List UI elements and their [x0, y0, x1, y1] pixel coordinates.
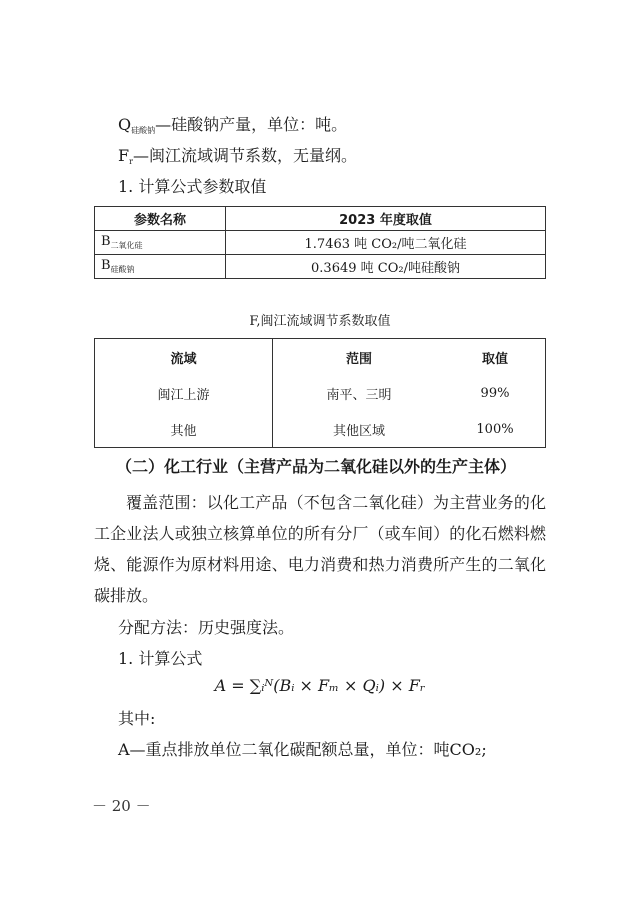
page-number: － 20 － [92, 797, 151, 815]
allocation-method: 分配方法：历史强度法。 [118, 618, 295, 637]
q-subscript: 硅酸钠 [131, 126, 156, 135]
param-symbol: B [101, 234, 111, 249]
fr-subscript: r [129, 157, 133, 166]
fr-table-header [95, 339, 546, 376]
fr-symbol: F [118, 146, 130, 165]
header-basin: 流域 [95, 339, 273, 376]
param-subscript: 硅酸钠 [110, 265, 135, 274]
scope-cell: 南平、三明 [273, 375, 446, 411]
definition-fr [118, 145, 357, 173]
section-heading-params: 1. 计算公式参数取值 [118, 177, 267, 196]
parameter-table-header [95, 207, 546, 231]
param-symbol: B [101, 258, 111, 273]
definition-q [118, 114, 347, 142]
param-subscript: 二氧化硅 [110, 241, 143, 250]
formula-heading: 1. 计算公式 [118, 649, 203, 668]
table-row [95, 231, 546, 255]
where-label: 其中: [118, 709, 156, 728]
header-value: 取值 [445, 339, 546, 376]
fr-table-caption: F,闽江流域调节系数取值 [249, 314, 391, 329]
table-row [95, 411, 546, 448]
scope-cell: 其他区域 [273, 411, 446, 448]
value-cell: 99% [445, 375, 546, 411]
fr-coefficient-table [94, 338, 546, 448]
header-param-name: 参数名称 [95, 207, 226, 231]
basin-cell: 其他 [95, 411, 273, 448]
fr-definition-text: —闽江流域调节系数，无量纲。 [132, 146, 357, 165]
table-row [95, 375, 546, 411]
q-symbol: Q [118, 115, 132, 134]
param-value-cell: 1.7463 吨 CO₂/吨二氧化硅 [226, 231, 546, 255]
q-definition-text: —硅酸钠产量，单位：吨。 [155, 115, 348, 134]
section-title-chemical-industry: （二）化工行业（主营产品为二氧化硅以外的生产主体） [116, 457, 517, 476]
header-2023-value: 2023 年度取值 [226, 207, 546, 231]
parameter-table [94, 206, 546, 279]
allocation-formula: A = ∑ᵢᴺ(Bᵢ × Fₘ × Qᵢ) × Fᵣ [214, 676, 426, 695]
table-row [95, 255, 546, 279]
basin-cell: 闽江上游 [95, 375, 273, 411]
param-name-cell [95, 255, 226, 279]
value-cell: 100% [445, 411, 546, 448]
param-value-cell: 0.3649 吨 CO₂/吨硅酸钠 [226, 255, 546, 279]
coverage-paragraph: 覆盖范围：以化工产品（不包含二氧化硅）为主营业务的化工企业法人或独立核算单位的所有分厂（或车间）的化石燃料燃烧、能源作为原材料用途、电力消费和热力消费所产生的二氧化碳排放。 [94, 493, 546, 605]
header-scope: 范围 [273, 339, 446, 376]
definition-a: A—重点排放单位二氧化碳配额总量，单位：吨CO₂; [118, 740, 487, 759]
param-name-cell [95, 231, 226, 255]
